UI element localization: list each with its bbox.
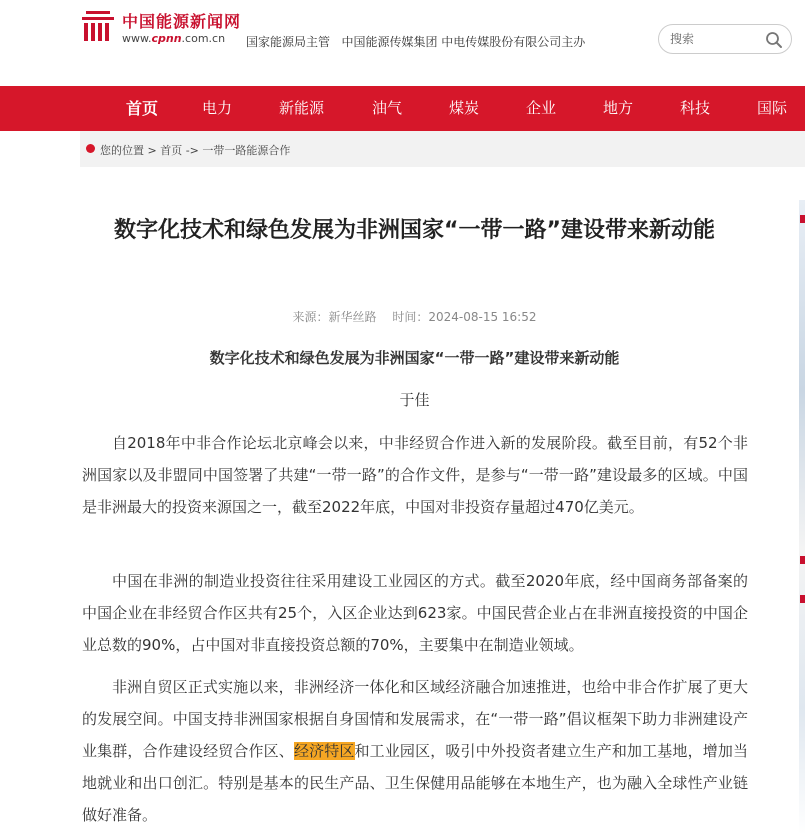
site-logo-icon[interactable] (82, 11, 114, 43)
sponsor-text: 国家能源局主管 中国能源传媒集团 中电传媒股份有限公司主办 (246, 35, 586, 49)
breadcrumb (80, 131, 805, 167)
nav-item-power[interactable]: 电力 (202, 99, 233, 117)
search-box (658, 24, 792, 54)
site-name[interactable]: 中国能源新闻网 (122, 12, 242, 31)
breadcrumb-separator: -> (182, 144, 203, 157)
nav-item-oil-gas[interactable]: 油气 (372, 99, 403, 117)
article-subtitle: 数字化技术和绿色发展为非洲国家“一带一路”建设带来新动能 (209, 349, 620, 367)
breadcrumb-separator: > (144, 144, 161, 157)
site-url-brand: cpnn (151, 32, 182, 45)
article-meta (82, 308, 747, 325)
article-source: 来源：新华丝路 (292, 310, 377, 324)
highlighted-term: 经济特区 (293, 742, 355, 760)
sidebar-marker (800, 215, 805, 223)
location-dot-icon (86, 144, 95, 153)
nav-item-enterprise[interactable]: 企业 (526, 99, 557, 117)
article-author: 于佳 (399, 391, 430, 409)
site-header (0, 0, 805, 86)
breadcrumb-current-link[interactable]: 一带一路能源合作 (202, 144, 291, 157)
nav-item-local[interactable]: 地方 (603, 99, 634, 117)
site-url-prefix: www. (122, 32, 152, 45)
nav-item-home[interactable]: 首页 (126, 99, 159, 118)
paragraph-text: 和工业园区，吸引中外投资者建立生产和加工基地，增加当地就业和出口创汇。特别是基本的民生产品、卫生保健用品能够在本地生产，也为融入全球性产业链做好准备。 (82, 742, 748, 824)
breadcrumb-location-label: 您的位置 (100, 144, 144, 157)
sidebar-marker (800, 595, 805, 603)
nav-item-coal[interactable]: 煤炭 (449, 99, 480, 117)
nav-item-new-energy[interactable]: 新能源 (279, 99, 325, 117)
search-icon[interactable] (765, 31, 783, 49)
paragraph-text: 非洲自贸区正式实施以来，非洲经济一体化和区域经济融合加速推进，也给中非合作扩展了更大的发展空间。中国支持非洲国家根据自身国情和发展需求，在“一带一路”倡议框架下助力非洲建设产业集群，合作建设经贸合作区、 (82, 678, 748, 760)
search-input[interactable] (670, 30, 770, 48)
sidebar-thumbnail-edge (799, 200, 805, 835)
article-title: 数字化技术和绿色发展为非洲国家“一带一路”建设带来新动能 (114, 218, 715, 243)
article-paragraph: 中国在非洲的制造业投资往往采用建设工业园区的方式。截至2020年底，经中国商务部备案的中国企业在非经贸合作区共有25个，入区企业达到623家。中国民营企业占在非洲直接投资的中国企业总数的90%，占中国对非直接投资总额的70%，主要集中在制造业领域。 (82, 572, 748, 654)
nav-item-tech[interactable]: 科技 (680, 99, 711, 117)
breadcrumb-home-link[interactable]: 首页 (160, 144, 183, 157)
article-paragraph (82, 671, 748, 831)
breadcrumb-text (100, 142, 290, 158)
article-time: 时间：2024-08-15 16:52 (392, 310, 537, 324)
main-nav (0, 86, 805, 131)
site-url-suffix: .com.cn (181, 32, 226, 45)
sidebar-marker (800, 556, 805, 564)
article-paragraph: 自2018年中非合作论坛北京峰会以来，中非经贸合作进入新的发展阶段。截至目前，有52个非洲国家以及非盟同中国签署了共建“一带一路”的合作文件，是参与“一带一路”建设最多的区域。中国是非洲最大的投资来源国之一，截至2022年底，中国对非投资存量超过470亿美元。 (82, 434, 748, 516)
site-url (122, 32, 225, 45)
nav-item-international[interactable]: 国际 (757, 99, 788, 117)
